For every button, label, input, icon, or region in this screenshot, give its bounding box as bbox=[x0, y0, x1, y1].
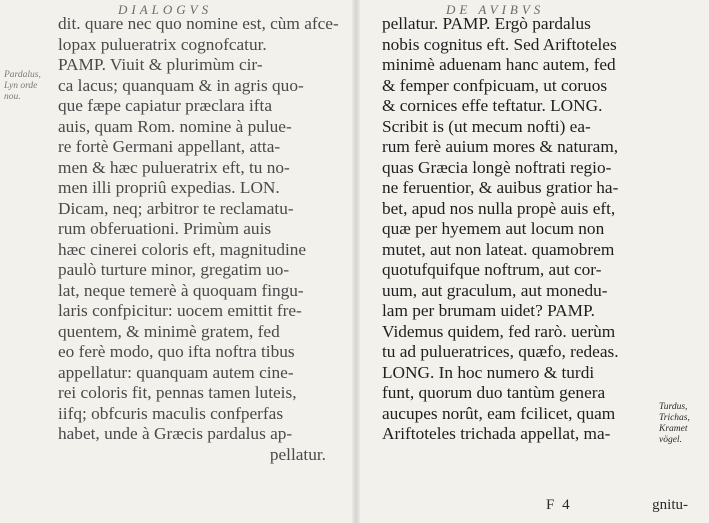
margin-note-line: Kramet bbox=[659, 424, 688, 434]
text-line: paulò turture minor, gregatim uo- bbox=[58, 260, 290, 279]
right-page-footer bbox=[382, 497, 702, 519]
text-line: Scribit is (ut mecum nofti) ea- bbox=[382, 116, 591, 136]
text-line: dit. quare nec quo nomine est, cùm afce- bbox=[58, 14, 339, 33]
text-line: men illi propriû expedias. LON. bbox=[58, 178, 280, 197]
text-line: rum obferuationi. Primùm auis bbox=[58, 219, 272, 238]
left-margin-note bbox=[4, 70, 41, 103]
text-line: Ariftoteles trichada appellat, ma- bbox=[382, 424, 611, 443]
text-line: & femper confpicuam, ut coruos bbox=[382, 75, 608, 95]
text-line: pellatur. bbox=[269, 444, 326, 464]
text-line: quas Græcia longè noftrati regio- bbox=[382, 157, 612, 177]
text-line: appellatur: quanquam autem cine- bbox=[58, 362, 294, 382]
text-line: iifq; obfcuris maculis confperfas bbox=[58, 403, 284, 423]
text-line: lopax pulueratrix cognofcatur. bbox=[58, 34, 267, 54]
text-line: auis, quam Rom. nomine à pulue- bbox=[58, 116, 292, 136]
text-line: & cornices effe teftatur. LONG. bbox=[382, 96, 603, 115]
text-line: ne feruentior, & auibus gratior ha- bbox=[382, 178, 619, 197]
right-page bbox=[356, 0, 709, 523]
text-line: eo ferè modo, quo ifta noftra tibus bbox=[58, 342, 295, 361]
margin-note-line: nou. bbox=[4, 92, 21, 102]
text-line: quotufquifque noftrum, aut cor- bbox=[382, 260, 602, 279]
left-text-block bbox=[58, 14, 348, 465]
text-line: mutet, aut non lateat. quamobrem bbox=[382, 239, 615, 259]
text-line: re fortè Germani appellant, atta- bbox=[58, 137, 281, 156]
text-line: funt, quorum duo tantùm genera bbox=[382, 383, 606, 402]
text-line: laris confpicitur: uocem emittit fre- bbox=[58, 301, 302, 320]
text-line: rum ferè auium mores & naturam, bbox=[382, 137, 619, 156]
text-line: minimè aduenam hanc autem, fed bbox=[382, 55, 616, 74]
text-line: aucupes norût, eam fcilicet, quam bbox=[382, 403, 616, 423]
text-line: PAMP. Viuit & plurimùm cir- bbox=[58, 55, 263, 74]
signature-mark: F 4 bbox=[546, 497, 572, 513]
text-line: lat, neque temerè à quoquam fingu- bbox=[58, 280, 304, 300]
text-line: Dicam, neq; arbitror te reclamatu- bbox=[58, 198, 294, 218]
right-text-block bbox=[382, 14, 702, 445]
text-line: bet, apud nos nulla propè auis eft, bbox=[382, 198, 616, 218]
text-line: quentem, & minimè gratem, fed bbox=[58, 321, 280, 341]
text-line: lam per brumam uidet? PAMP. bbox=[382, 301, 595, 320]
catchword: gnitu- bbox=[652, 497, 688, 513]
text-line: men & hæc pulueratrix eft, tu no- bbox=[58, 157, 290, 177]
text-line: pellatur. PAMP. Ergò pardalus bbox=[382, 14, 591, 33]
text-line: tu ad pulueratrices, quæfo, redeas. bbox=[382, 342, 619, 361]
left-running-head: DIALOGVS bbox=[118, 2, 213, 17]
text-line: rei coloris fit, pennas tamen luteis, bbox=[58, 383, 297, 402]
text-line: habet, unde à Græcis pardalus ap- bbox=[58, 424, 293, 443]
text-line: LONG. In hoc numero & turdi bbox=[382, 362, 595, 382]
margin-note-line: Pardalus, bbox=[4, 70, 41, 80]
text-line: hæc cinerei coloris eft, magnitudine bbox=[58, 239, 307, 259]
margin-note-line: vögel. bbox=[659, 435, 682, 445]
text-line: uum, aut graculum, aut monedu- bbox=[382, 280, 608, 300]
text-line: ca lacus; quanquam & in agris quo- bbox=[58, 75, 304, 95]
text-line: que fæpe capiatur præclara ifta bbox=[58, 96, 272, 115]
right-running-head: DE AVIBVS bbox=[446, 2, 545, 17]
margin-note-line: Lyn orde bbox=[4, 81, 38, 91]
margin-note-line: Turdus, bbox=[659, 402, 688, 412]
text-line: nobis cognitus eft. Sed Ariftoteles bbox=[382, 34, 617, 54]
text-line: quæ per hyemem aut locum non bbox=[382, 219, 605, 238]
margin-note-line: Trichas, bbox=[659, 413, 690, 423]
text-line: Videmus quidem, fed rarò. uerùm bbox=[382, 321, 616, 341]
